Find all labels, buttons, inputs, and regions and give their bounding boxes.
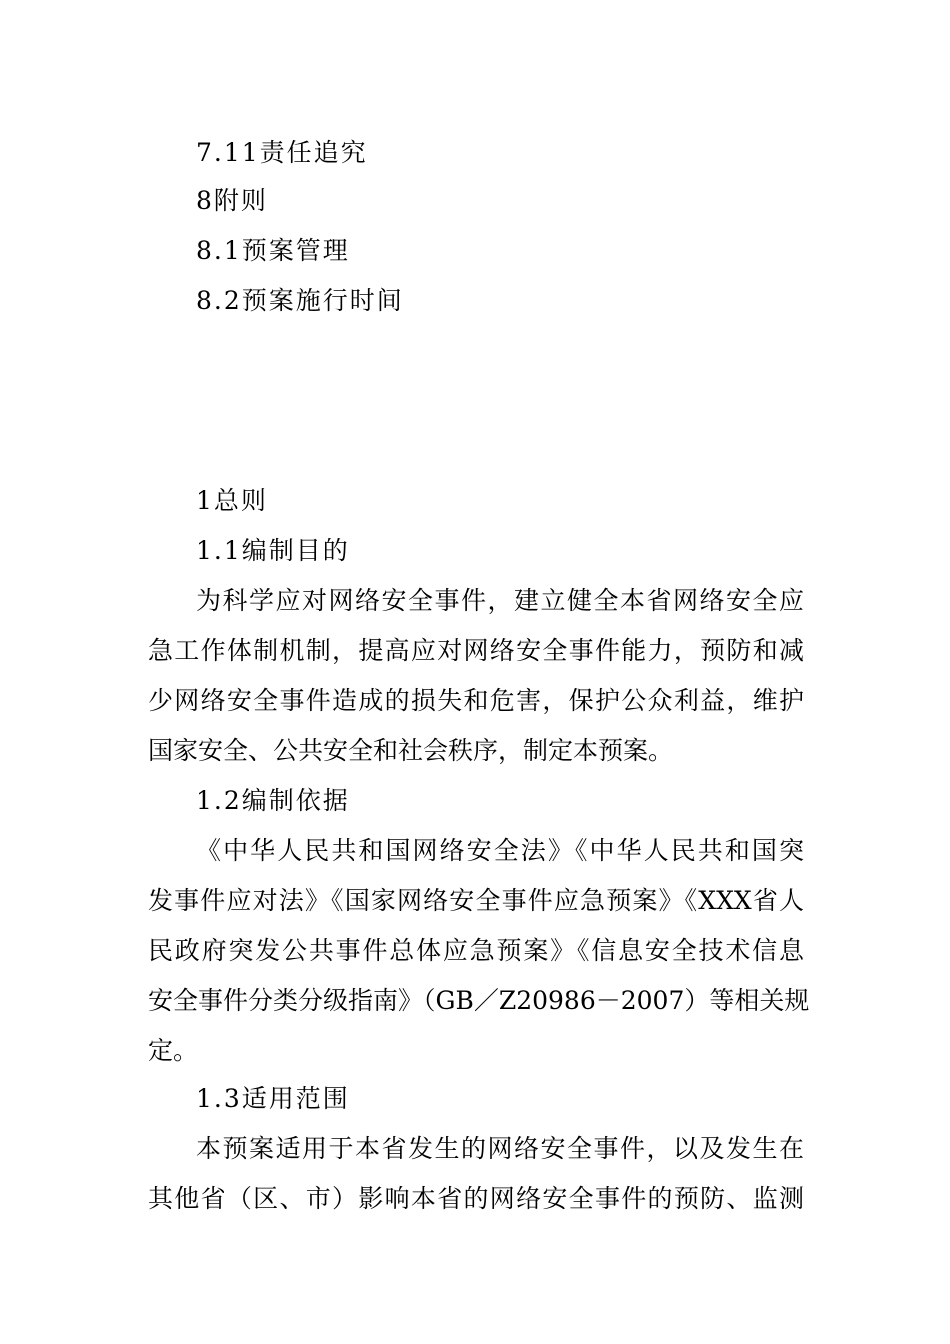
section-1-1-line-2: 急工作体制机制，提高应对网络安全事件能力，预防和减 [148,636,804,665]
toc-item-8-1: 8.1预案管理 [196,236,350,265]
section-1-2-line-4: 安全事件分类分级指南》（GB／Z20986－2007）等相关规 [148,986,810,1015]
section-1-3-heading: 1.3适用范围 [196,1084,350,1113]
toc-item-7-11: 7.11责任追究 [196,138,368,167]
section-1-2-line-1: 《中华人民共和国网络安全法》《中华人民共和国突 [196,836,804,865]
toc-item-8: 8附则 [196,186,268,215]
section-1-2-line-2: 发事件应对法》《国家网络安全事件应急预案》《XXX省人 [148,886,804,915]
section-1-1-line-4: 国家安全、公共安全和社会秩序，制定本预案。 [148,736,674,765]
section-1-heading: 1总则 [196,486,268,515]
section-1-2-heading: 1.2编制依据 [196,786,350,815]
toc-item-8-2: 8.2预案施行时间 [196,286,404,315]
section-1-2-line-5: 定。 [148,1036,199,1065]
section-1-3-line-1: 本预案适用于本省发生的网络安全事件，以及发生在 [196,1134,804,1163]
section-1-1-line-1: 为科学应对网络安全事件，建立健全本省网络安全应 [196,586,804,615]
section-1-3-line-2: 其他省（区、市）影响本省的网络安全事件的预防、监测 [148,1184,804,1213]
section-1-1-heading: 1.1编制目的 [196,536,350,565]
section-1-2-line-3: 民政府突发公共事件总体应急预案》《信息安全技术信息 [148,936,804,965]
section-1-1-line-3: 少网络安全事件造成的损失和危害，保护公众利益，维护 [148,686,804,715]
